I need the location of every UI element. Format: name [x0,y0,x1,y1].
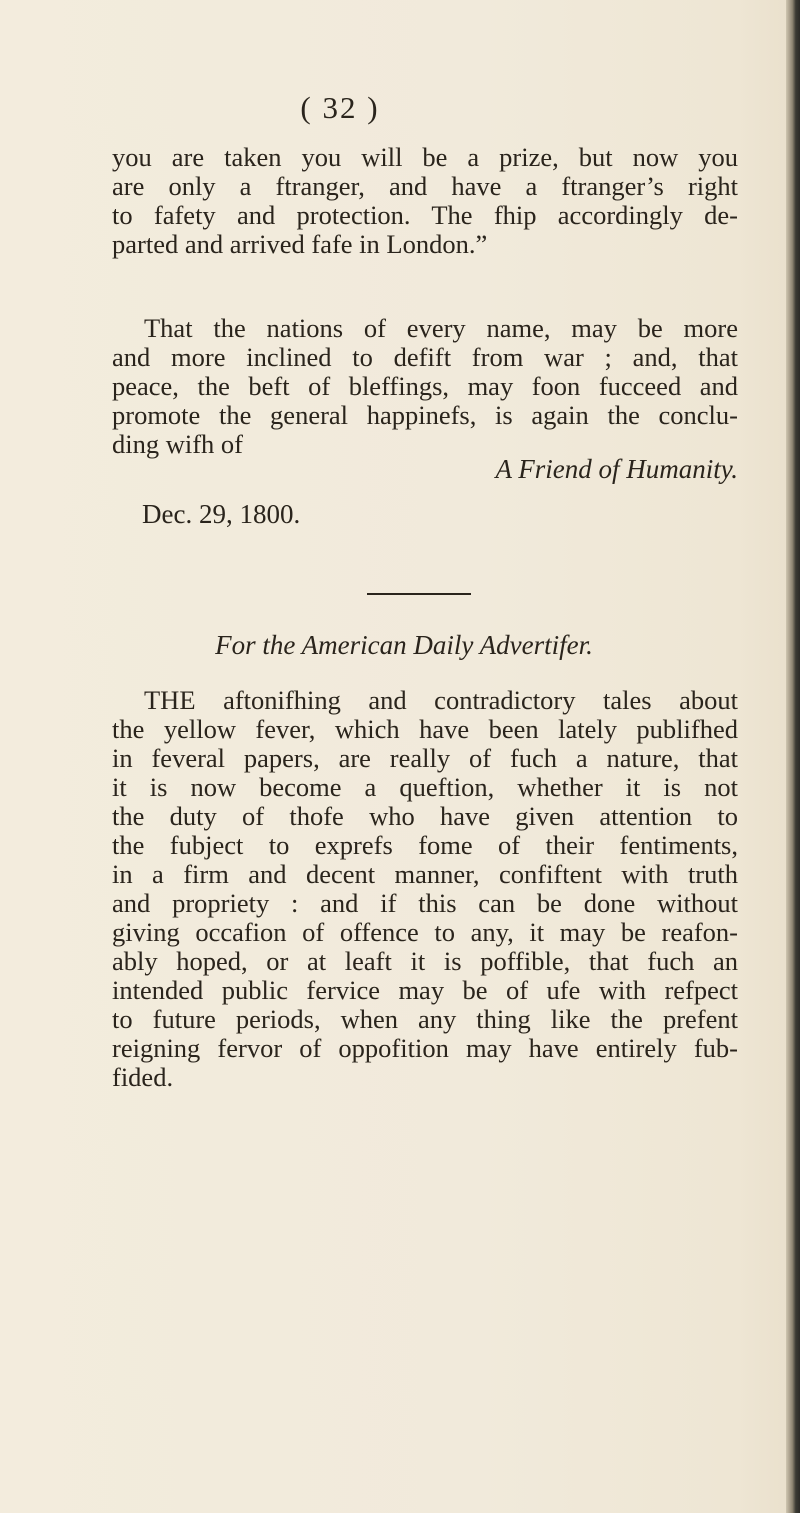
text-line: you are taken you will be a prize, but now you [112,142,738,172]
text-line: giving occafion of offence to any, it may be reafon- [112,917,738,947]
text-line: are only a ftranger, and have a ftranger’s right [112,171,738,201]
paragraph-continuation [112,143,738,259]
text-line: to future periods, when any thing like the prefent [112,1004,738,1034]
section-heading: For the American Daily Advertifer. [215,630,593,660]
paragraph-closing-wish [112,314,738,459]
dateline: Dec. 29, 1800. [142,499,301,529]
text-line: promote the general happinefs, is again the conclu- [112,400,738,430]
text-line: ding wifh of [112,429,244,459]
section-divider [367,593,471,595]
text-line: THE aftonifhing and contradictory tales about [144,685,738,715]
text-line: fided. [112,1062,174,1092]
paragraph-article-body [112,686,738,1092]
text-line: peace, the beft of bleffings, may foon fucceed and [112,371,738,401]
text-line: in a firm and decent manner, confiftent with truth [112,859,738,889]
text-line: in feveral papers, are really of fuch a nature, that [112,743,738,773]
text-line: the fubject to exprefs fome of their fentiments, [112,830,738,860]
text-line: it is now become a queftion, whether it is not [112,772,738,802]
text-line: reigning fervor of oppofition may have entirely fub- [112,1033,738,1063]
page-number: ( 32 ) [300,90,380,125]
signature: A Friend of Humanity. [495,454,738,484]
text-line: ably hoped, or at leaft it is poffible, that fuch an [112,946,738,976]
text-line: intended public fervice may be of ufe with refpect [112,975,738,1005]
text-line: parted and arrived fafe in London.” [112,229,488,259]
text-line: to fafety and protection. The fhip accordingly de- [112,200,738,230]
text-line: the duty of thofe who have given attention to [112,801,738,831]
text-line: That the nations of every name, may be more [144,313,738,343]
text-line: and more inclined to defift from war ; and, that [112,342,738,372]
page-edge [786,0,800,1513]
text-line: and propriety : and if this can be done without [112,888,738,918]
text-line: the yellow fever, which have been lately publifhed [112,714,738,744]
